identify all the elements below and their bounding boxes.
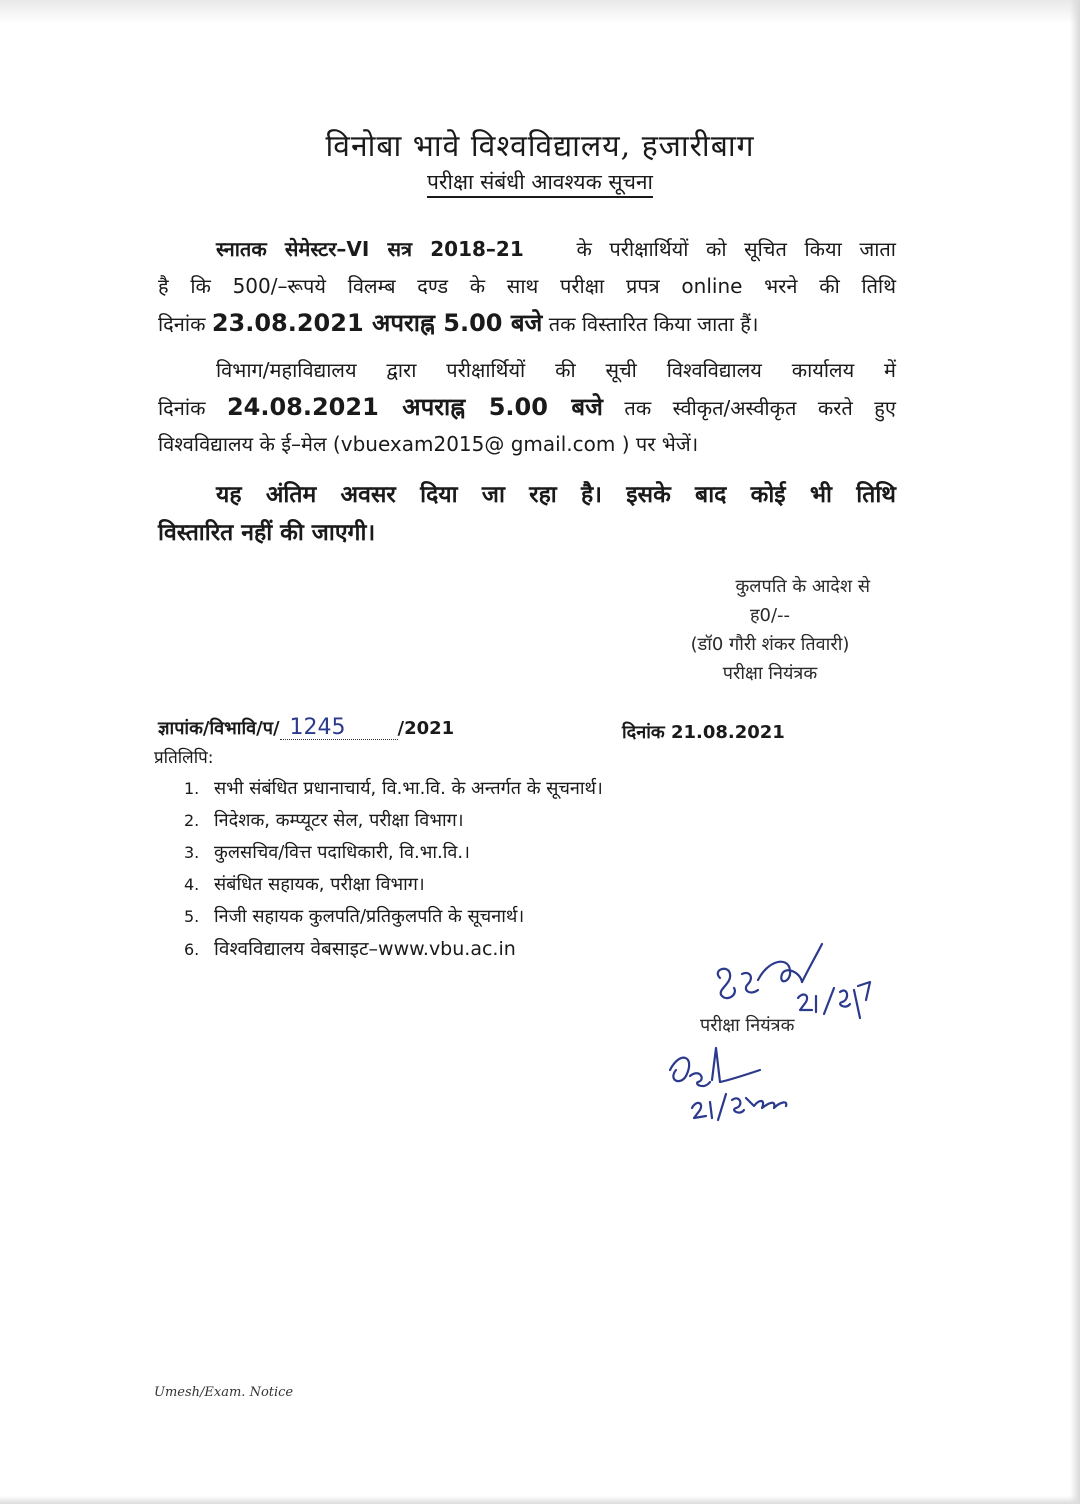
paragraph-3 bbox=[158, 476, 896, 552]
signatory-name: (डॉ0 गौरी शंकर तिवारी) bbox=[690, 634, 850, 655]
signature-stroke bbox=[718, 1094, 726, 1120]
para1-line-2: है कि 500/–रूपये विलम्ब दण्ड के साथ परीक्षा प्रपत्र online भरने की तिथि bbox=[158, 274, 896, 298]
scan-edge-bottom bbox=[0, 1496, 1080, 1504]
signature-stroke bbox=[746, 1098, 786, 1108]
signature-stroke bbox=[840, 991, 850, 1007]
list-item-text: निदेशक, कम्प्यूटर सेल, परीक्षा विभाग। bbox=[214, 810, 464, 831]
para1-line-1 bbox=[158, 231, 896, 268]
para3-line-1: यह अंतिम अवसर दिया जा रहा है। इसके बाद कोई भी तिथि bbox=[216, 482, 896, 508]
signature-stroke bbox=[690, 1073, 710, 1086]
signature-stroke bbox=[718, 969, 735, 998]
para1-course: स्नातक सेमेस्टर–VI सत्र 2018–21 bbox=[216, 237, 524, 261]
signature-stroke bbox=[710, 1102, 712, 1118]
para1-line3-rest: तक विस्तारित किया जाता हैं। bbox=[548, 312, 759, 336]
signature-stroke bbox=[712, 1048, 760, 1082]
list-item-number: 4. bbox=[184, 875, 200, 894]
scan-edge-top bbox=[0, 0, 1080, 24]
signature-stroke bbox=[758, 962, 802, 982]
reference-line bbox=[158, 716, 454, 740]
signature-stroke bbox=[670, 1058, 689, 1081]
para2-line-1: विभाग/महाविद्यालय द्वारा परीक्षार्थियों की सूची विश्वविद्यालय कार्यालय में bbox=[216, 358, 896, 382]
signature-stroke bbox=[798, 995, 812, 1010]
para2-date-label: दिनांक bbox=[158, 396, 206, 420]
para2-deadline: 24.08.2021 अपराह्न 5.00 बजे bbox=[226, 393, 603, 421]
list-item bbox=[184, 773, 603, 805]
list-item-number: 6. bbox=[184, 940, 200, 959]
list-item-number: 5. bbox=[184, 907, 200, 926]
list-item-number: 3. bbox=[184, 843, 200, 862]
scan-edge-right bbox=[1070, 0, 1080, 1504]
notice-subject bbox=[0, 168, 1080, 196]
list-item-text: निजी सहायक कुलपति/प्रतिकुलपति के सूचनार्थ। bbox=[214, 906, 525, 927]
reference-number: 1245 bbox=[280, 717, 398, 740]
para1-deadline: 23.08.2021 अपराह्न 5.00 बजे bbox=[211, 309, 543, 337]
list-item bbox=[184, 901, 603, 933]
list-item bbox=[184, 837, 603, 869]
signatory-signed: ह0/-- bbox=[749, 605, 791, 626]
list-item bbox=[184, 869, 603, 901]
notice-subject-text: परीक्षा संबंधी आवश्यक सूचना bbox=[426, 170, 653, 194]
signature-stroke bbox=[802, 944, 822, 982]
para1-line-3 bbox=[158, 305, 896, 342]
list-item-number: 1. bbox=[184, 779, 200, 798]
para1-date-label: दिनांक bbox=[158, 312, 206, 336]
signature-stroke bbox=[742, 973, 758, 993]
signature-stroke bbox=[854, 982, 870, 1018]
signatory-designation: परीक्षा नियंत्रक bbox=[722, 663, 818, 684]
paragraph-2 bbox=[158, 352, 896, 463]
copy-to-list bbox=[184, 773, 603, 965]
para2-line2-rest: तक स्वीकृत/अस्वीकृत करते हुए bbox=[624, 396, 896, 420]
reference-date: दिनांक 21.08.2021 bbox=[622, 722, 785, 743]
para2-line-3: विश्वविद्यालय के ई–मेल (vbuexam2015@ gmail.com ) पर भेजें। bbox=[158, 432, 699, 456]
footer-note: Umesh/Exam. Notice bbox=[154, 1385, 294, 1400]
signatory-order-line: कुलपति के आदेश से bbox=[735, 576, 870, 597]
signature-designation: परीक्षा नियंत्रक bbox=[700, 1015, 795, 1036]
copy-to-heading: प्रतिलिपि: bbox=[154, 748, 214, 768]
list-item-text: संबंधित सहायक, परीक्षा विभाग। bbox=[214, 874, 425, 895]
list-item bbox=[184, 805, 603, 837]
signature-stroke bbox=[732, 1098, 744, 1112]
list-item bbox=[184, 933, 603, 965]
signature-stroke bbox=[824, 988, 834, 1014]
list-item-text: विश्वविद्यालय वेबसाइट–www.vbu.ac.in bbox=[214, 938, 516, 960]
university-title: विनोबा भावे विश्वविद्यालय, हजारीबाग bbox=[325, 129, 755, 164]
signature-stroke bbox=[692, 1103, 706, 1118]
paragraph-1 bbox=[158, 231, 896, 342]
list-item-text: कुलसचिव/वित्त पदाधिकारी, वि.भा.वि.। bbox=[214, 842, 470, 863]
list-item-text: सभी संबंधित प्रधानाचार्य, वि.भा.वि. के अन्तर्गत के सूचनार्थ। bbox=[214, 778, 603, 799]
list-item-number: 2. bbox=[184, 811, 200, 830]
para2-line-2 bbox=[158, 389, 896, 426]
para1-line1-rest: के परीक्षार्थियों को सूचित किया जाता bbox=[576, 237, 896, 261]
reference-prefix: ज्ञापांक/विभावि/प/ bbox=[158, 718, 280, 739]
reference-year: /2021 bbox=[397, 718, 455, 739]
signatory-block bbox=[640, 572, 900, 688]
para3-line-2: विस्तारित नहीं की जाएगी। bbox=[158, 520, 376, 546]
